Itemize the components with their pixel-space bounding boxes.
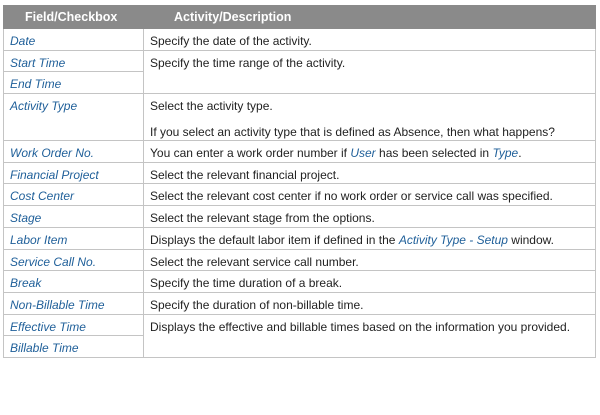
table-row <box>4 94 596 141</box>
table-row <box>4 314 596 336</box>
header-field-checkbox: Field/Checkbox <box>4 6 144 29</box>
description-line: If you select an activity type that is defined as Absence, then what happens? <box>150 125 555 140</box>
table-row <box>4 162 596 184</box>
field-name: Date <box>4 29 144 51</box>
description-reference: User <box>350 146 376 161</box>
table-header-row <box>4 6 596 29</box>
description-line: Select the activity type. <box>150 99 273 114</box>
header-activity-description: Activity/Description <box>144 6 596 29</box>
field-description: Specify the time range of the activity. <box>144 50 596 93</box>
table-row <box>4 50 596 72</box>
field-description: Select the relevant cost center if no work order or service call was specified. <box>144 184 596 206</box>
field-description: Displays the effective and billable times based on the information you provided. <box>144 314 596 357</box>
field-description: Select the relevant financial project. <box>144 162 596 184</box>
description-text: Displays the default labor item if defined in the <box>150 232 399 247</box>
field-description: Select the relevant stage from the options. <box>144 206 596 228</box>
description-text: . <box>518 146 522 161</box>
field-description: Specify the date of the activity. <box>144 29 596 51</box>
field-name: Labor Item <box>4 227 144 249</box>
field-name: Billable Time <box>4 336 144 358</box>
field-name: Work Order No. <box>4 141 144 163</box>
field-description <box>144 94 596 141</box>
field-description-table <box>3 5 596 358</box>
table-row <box>4 141 596 163</box>
table-row <box>4 271 596 293</box>
description-text: has been selected in <box>375 146 493 161</box>
field-name: Stage <box>4 206 144 228</box>
field-name: Financial Project <box>4 162 144 184</box>
description-reference: Type <box>492 146 519 161</box>
field-name: Effective Time <box>4 314 144 336</box>
field-name: Cost Center <box>4 184 144 206</box>
description-text: window. <box>507 232 554 247</box>
field-name: Start Time <box>4 50 144 72</box>
description-reference: Activity Type - Setup <box>398 232 508 247</box>
table-row <box>4 249 596 271</box>
description-text: You can enter a work order number if <box>150 146 351 161</box>
field-name: Break <box>4 271 144 293</box>
field-name: Non-Billable Time <box>4 292 144 314</box>
field-name: Activity Type <box>4 94 144 141</box>
field-name: End Time <box>4 72 144 94</box>
field-name: Service Call No. <box>4 249 144 271</box>
field-description <box>144 141 596 163</box>
field-description: Specify the time duration of a break. <box>144 271 596 293</box>
table-row <box>4 206 596 228</box>
table-row <box>4 292 596 314</box>
field-description: Specify the duration of non-billable time. <box>144 292 596 314</box>
field-description-table-container <box>3 5 596 358</box>
table-row <box>4 29 596 51</box>
table-row <box>4 227 596 249</box>
field-description <box>144 227 596 249</box>
field-description: Select the relevant service call number. <box>144 249 596 271</box>
table-row <box>4 184 596 206</box>
